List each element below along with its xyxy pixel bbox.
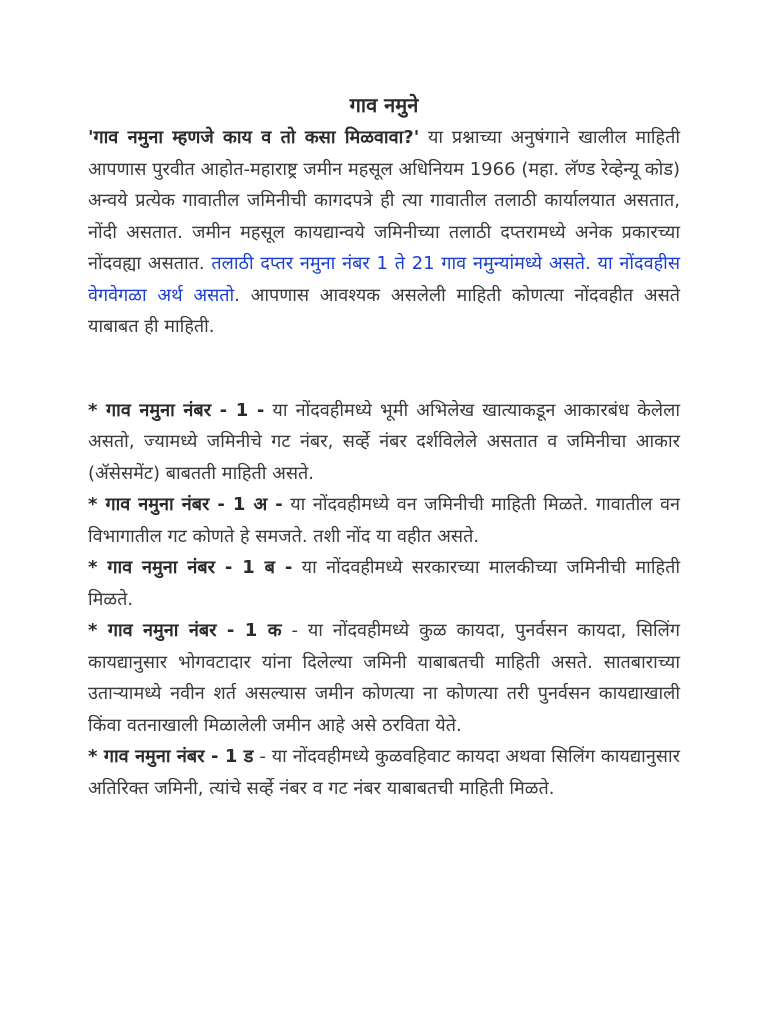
entry-heading: * गाव नमुना नंबर - 1 क	[88, 620, 282, 641]
entry-item	[88, 741, 680, 804]
page-title: गाव नमुने	[349, 93, 419, 117]
entry-heading: * गाव नमुना नंबर - 1 ड	[88, 746, 254, 767]
intro-text-1: या प्रश्नाच्या अनुषंगाने खालील माहिती आपणास पुरवीत आहोत-महाराष्ट्र जमीन महसूल अधिनियम 1966 (महा. लॅण्ड रेव्हेन्यू कोड) अन्वये प्रत्येक गावातील जमिनीची कागदपत्रे ही त्या गावातील तलाठी कार्यालयात असतात, नोंदी असतात. जमीन महसूल कायद्यान्वये जमिनीच्या तलाठी दप्तरामध्ये अनेक प्रकारच्या नोंदवह्या असतात.	[88, 127, 680, 274]
entry-heading: * गाव नमुना नंबर - 1 -	[88, 399, 265, 421]
entry-text: या नोंदवहीमध्ये भूमी अभिलेख खात्याकडून आकारबंध केलेला असतो, ज्यामध्ये जमिनीचे गट नंबर, सर्व्हे नंबर दर्शविलेले असतात व जमिनीचा आकार (ॲसेसमेंट) बाबतती माहिती असते.	[88, 399, 680, 484]
entry-item	[88, 615, 680, 741]
intro-paragraph	[88, 122, 680, 343]
intro-text-2: . आपणास आवश्यक असलेली माहिती कोणत्या नोंदवहीत असते याबाबत ही माहिती.	[88, 284, 680, 337]
intro-question: 'गाव नमुना म्हणजे काय व तो कसा मिळवावा?'	[88, 127, 420, 148]
intro-link[interactable]: तलाठी दप्तर नमुना नंबर 1 ते 21 गाव नमुन्यांमध्ये असते. या नोंदवहीस वेगवेगळा अर्थ असतो	[88, 253, 680, 306]
entry-item	[88, 552, 680, 615]
entry-text: - या नोंदवहीमध्ये कुळवहिवाट कायदा अथवा सिलिंग कायद्यानुसार अतिरिक्त जमिनी, त्यांचे सर्व्हे नंबर व गट नंबर याबाबतची माहिती मिळते.	[88, 746, 681, 799]
entry-text: या नोंदवहीमध्ये वन जमिनीची माहिती मिळते. गावातील वन विभागातील गट कोणते हे समजते. तशी नोंद या वहीत असते.	[88, 494, 680, 547]
entry-text: - या नोंदवहीमध्ये कुळ कायदा, पुनर्वसन कायदा, सिलिंग कायद्यानुसार भोगवटादार यांना दिलेल्या जमिनी याबाबतची माहिती असते. सातबाराच्या उताऱ्यामध्ये नवीन शर्त असल्यास जमीन कोणत्या ना कोणत्या तरी पुनर्वसन कायद्याखाली किंवा वतनाखाली मिळालेली जमीन आहे असे ठरविता येते.	[88, 620, 681, 736]
entry-heading: * गाव नमुना नंबर - 1 ब -	[88, 557, 293, 578]
entry-text: या नोंदवहीमध्ये सरकारच्या मालकीच्या जमिनीची माहिती मिळते.	[88, 557, 680, 610]
document-page	[88, 92, 680, 804]
section-gap	[88, 343, 680, 395]
entry-item	[88, 489, 680, 552]
entry-heading: * गाव नमुना नंबर - 1 अ -	[88, 494, 283, 515]
entry-item	[88, 395, 680, 490]
